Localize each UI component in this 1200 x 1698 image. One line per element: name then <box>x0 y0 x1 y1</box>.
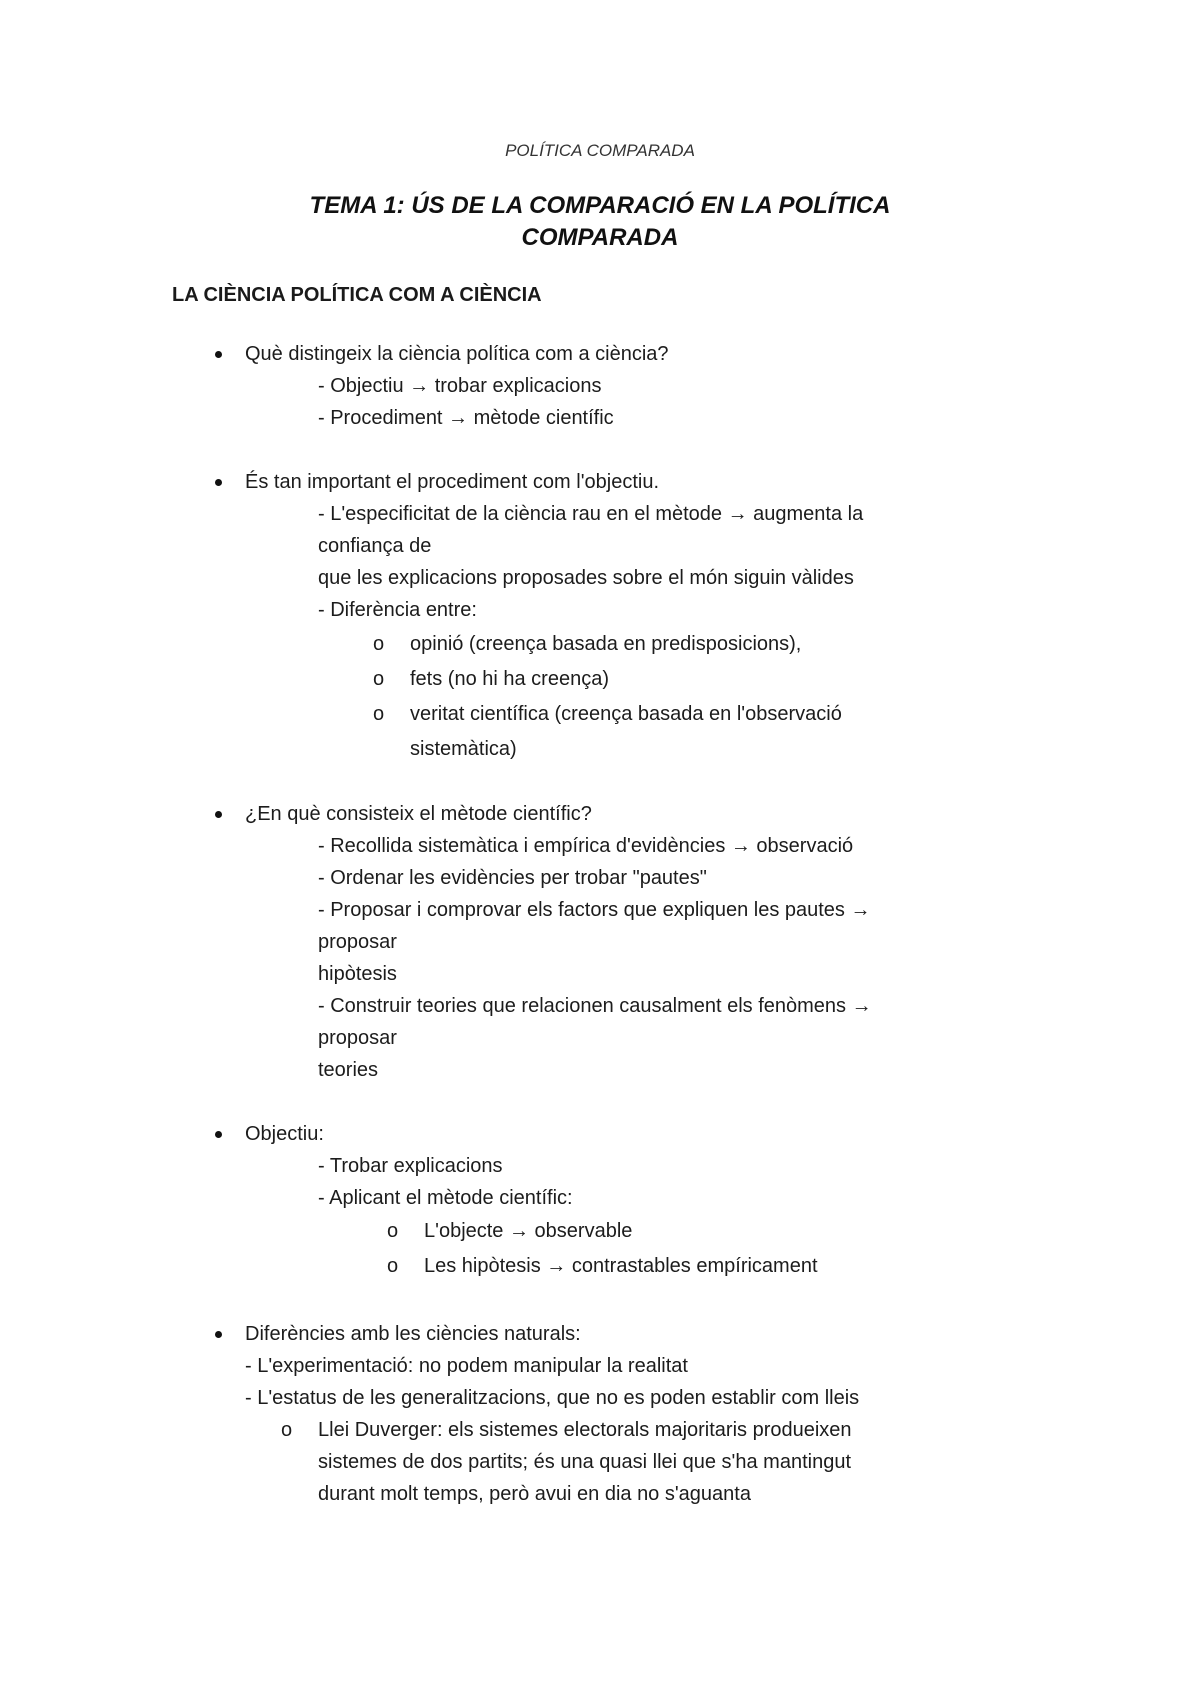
list-item: - Proposar i comprovar els factors que expliquen les pautes → <box>318 899 871 921</box>
sub-item-continuation: sistemàtica) <box>410 738 517 760</box>
bullet-marker <box>215 351 222 358</box>
list-item: confiança de <box>318 535 432 557</box>
list-item: proposar <box>318 1027 397 1049</box>
list-item: - Diferència entre: <box>318 599 477 621</box>
list-item: - Procediment → mètode científic <box>318 407 614 429</box>
list-item: - Construir teories que relacionen causalment els fenòmens → <box>318 995 872 1017</box>
list-item: - Recollida sistemàtica i empírica d'evidències → observació <box>318 835 854 857</box>
bullet-marker <box>215 1331 222 1338</box>
sub-bullet-marker: o <box>387 1255 399 1277</box>
document-header: POLÍTICA COMPARADA <box>505 141 695 160</box>
bullet-2-text: És tan important el procediment com l'objectiu. <box>245 471 660 493</box>
sub-item-continuation: durant molt temps, però avui en dia no s'aguanta <box>318 1483 751 1505</box>
bullet-marker <box>215 1131 222 1138</box>
bullet-marker <box>215 811 222 818</box>
sub-item-continuation: sistemes de dos partits; és una quasi llei que s'ha mantingut <box>318 1451 852 1473</box>
list-item: proposar <box>318 931 397 953</box>
list-item: - Aplicant el mètode científic: <box>318 1187 573 1209</box>
topic-title <box>0 190 1200 254</box>
list-item: - Ordenar les evidències per trobar "pautes" <box>318 867 707 889</box>
sub-item: L'objecte → observable <box>424 1220 633 1242</box>
sub-item: veritat científica (creença basada en l'observació <box>410 703 842 725</box>
section-heading: LA CIÈNCIA POLÍTICA COM A CIÈNCIA <box>172 284 542 306</box>
sub-item: Les hipòtesis → contrastables empíricament <box>424 1255 818 1277</box>
topic-title-line-1: TEMA 1: ÚS DE LA COMPARACIÓ EN LA POLÍTICA <box>309 192 891 219</box>
sub-bullet-marker: o <box>281 1419 293 1441</box>
bullet-1-text: Què distingeix la ciència política com a ciència? <box>245 343 669 365</box>
sub-item: Llei Duverger: els sistemes electorals majoritaris produeixen <box>318 1419 852 1441</box>
sub-bullet-marker: o <box>373 633 385 655</box>
list-item: - L'estatus de les generalitzacions, que no es poden establir com lleis <box>245 1387 860 1409</box>
sub-item: opinió (creença basada en predisposicions), <box>410 633 802 655</box>
bullet-4-text: Objectiu: <box>245 1123 324 1145</box>
list-item: que les explicacions proposades sobre el món siguin vàlides <box>318 567 854 589</box>
sub-item: fets (no hi ha creença) <box>410 668 609 690</box>
list-item: - L'experimentació: no podem manipular la realitat <box>245 1355 688 1377</box>
list-item: - L'especificitat de la ciència rau en el mètode → augmenta la <box>318 503 864 525</box>
topic-title-line-2: COMPARADA <box>521 224 679 251</box>
list-item: hipòtesis <box>318 963 397 985</box>
sub-bullet-marker: o <box>387 1220 399 1242</box>
sub-bullet-marker: o <box>373 668 385 690</box>
list-item: - Trobar explicacions <box>318 1155 503 1177</box>
list-item: teories <box>318 1059 379 1081</box>
bullet-3-text: ¿En què consisteix el mètode científic? <box>245 803 592 825</box>
bullet-marker <box>215 479 222 486</box>
sub-bullet-marker: o <box>373 703 385 725</box>
bullet-5-text: Diferències amb les ciències naturals: <box>245 1323 581 1345</box>
list-item: - Objectiu → trobar explicacions <box>318 375 602 397</box>
